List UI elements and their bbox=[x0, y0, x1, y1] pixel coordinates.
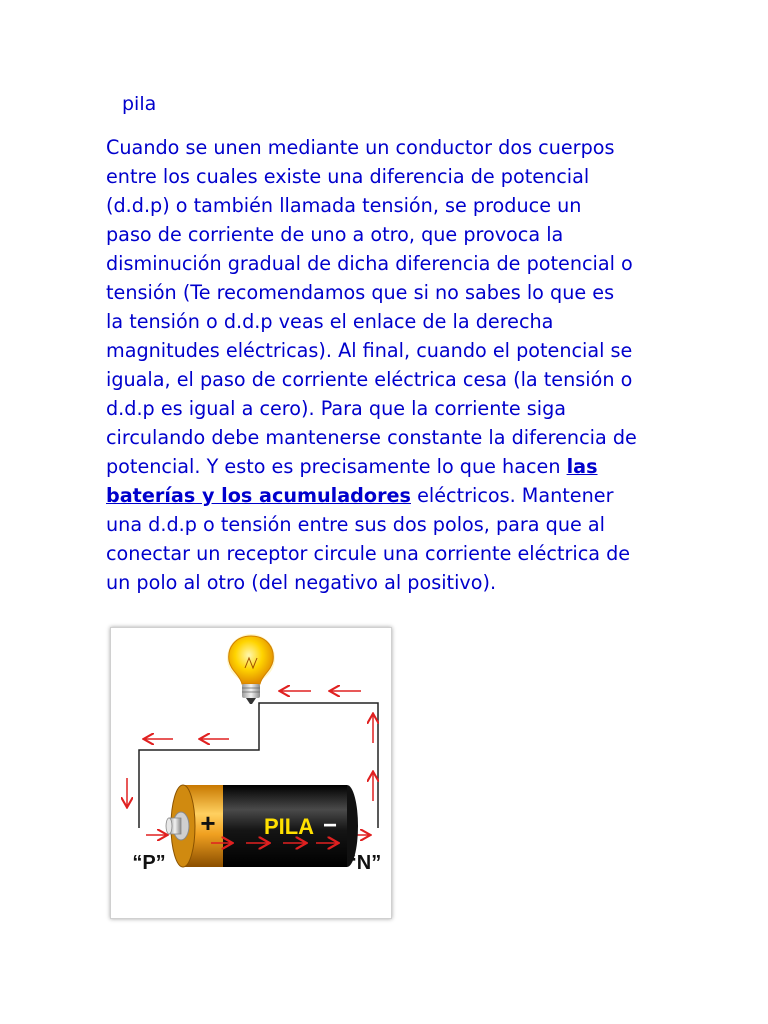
text-after-link: eléctricos. Mantener bbox=[410, 484, 614, 507]
paragraph-line: d.d.p es igual a cero). Para que la corriente siga bbox=[106, 397, 567, 420]
paragraph-line: iguala, el paso de corriente eléctrica cesa (la tensión o bbox=[106, 368, 633, 391]
paragraph-line: Cuando se unen mediante un conductor dos cuerpos bbox=[106, 136, 615, 159]
light-bulb-icon bbox=[227, 634, 275, 704]
batteries-link-part-2[interactable]: baterías y los acumuladores bbox=[106, 484, 411, 507]
battery-label: PILA bbox=[263, 814, 315, 839]
paragraph-line: (d.d.p) o también llamada tensión, se produce un bbox=[106, 194, 582, 217]
paragraph bbox=[106, 133, 666, 597]
pole-n-label: “N” bbox=[346, 852, 382, 874]
pole-p-label: “P” bbox=[132, 852, 166, 874]
batteries-link-part-1[interactable]: las bbox=[566, 455, 598, 478]
battery-circuit-figure bbox=[110, 627, 392, 919]
paragraph-line: entre los cuales existe una diferencia de potencial bbox=[106, 165, 590, 188]
plus-sign: + bbox=[200, 808, 216, 838]
paragraph-line: una d.d.p o tensión entre sus dos polos, para que al bbox=[106, 513, 605, 536]
paragraph-line: circulando debe mantenerse constante la diferencia de bbox=[106, 426, 637, 449]
paragraph-line: paso de corriente de uno a otro, que provoca la bbox=[106, 223, 564, 246]
text-before-link: potencial. Y esto es precisamente lo que hacen bbox=[106, 455, 567, 478]
paragraph-line-with-link bbox=[106, 452, 666, 481]
paragraph-line: la tensión o d.d.p veas el enlace de la derecha bbox=[106, 310, 554, 333]
paragraph-line: conectar un receptor circule una corriente eléctrica de bbox=[106, 542, 631, 565]
circuit-illustration bbox=[111, 628, 391, 918]
paragraph-line-with-link bbox=[106, 481, 666, 510]
minus-sign: − bbox=[322, 812, 338, 839]
page-heading: pila bbox=[122, 93, 157, 115]
paragraph-line: magnitudes eléctricas). Al final, cuando el potencial se bbox=[106, 339, 633, 362]
paragraph-line: un polo al otro (del negativo al positivo). bbox=[106, 571, 497, 594]
paragraph-line: disminución gradual de dicha diferencia de potencial o bbox=[106, 252, 633, 275]
paragraph-line: tensión (Te recomendamos que si no sabes lo que es bbox=[106, 281, 615, 304]
